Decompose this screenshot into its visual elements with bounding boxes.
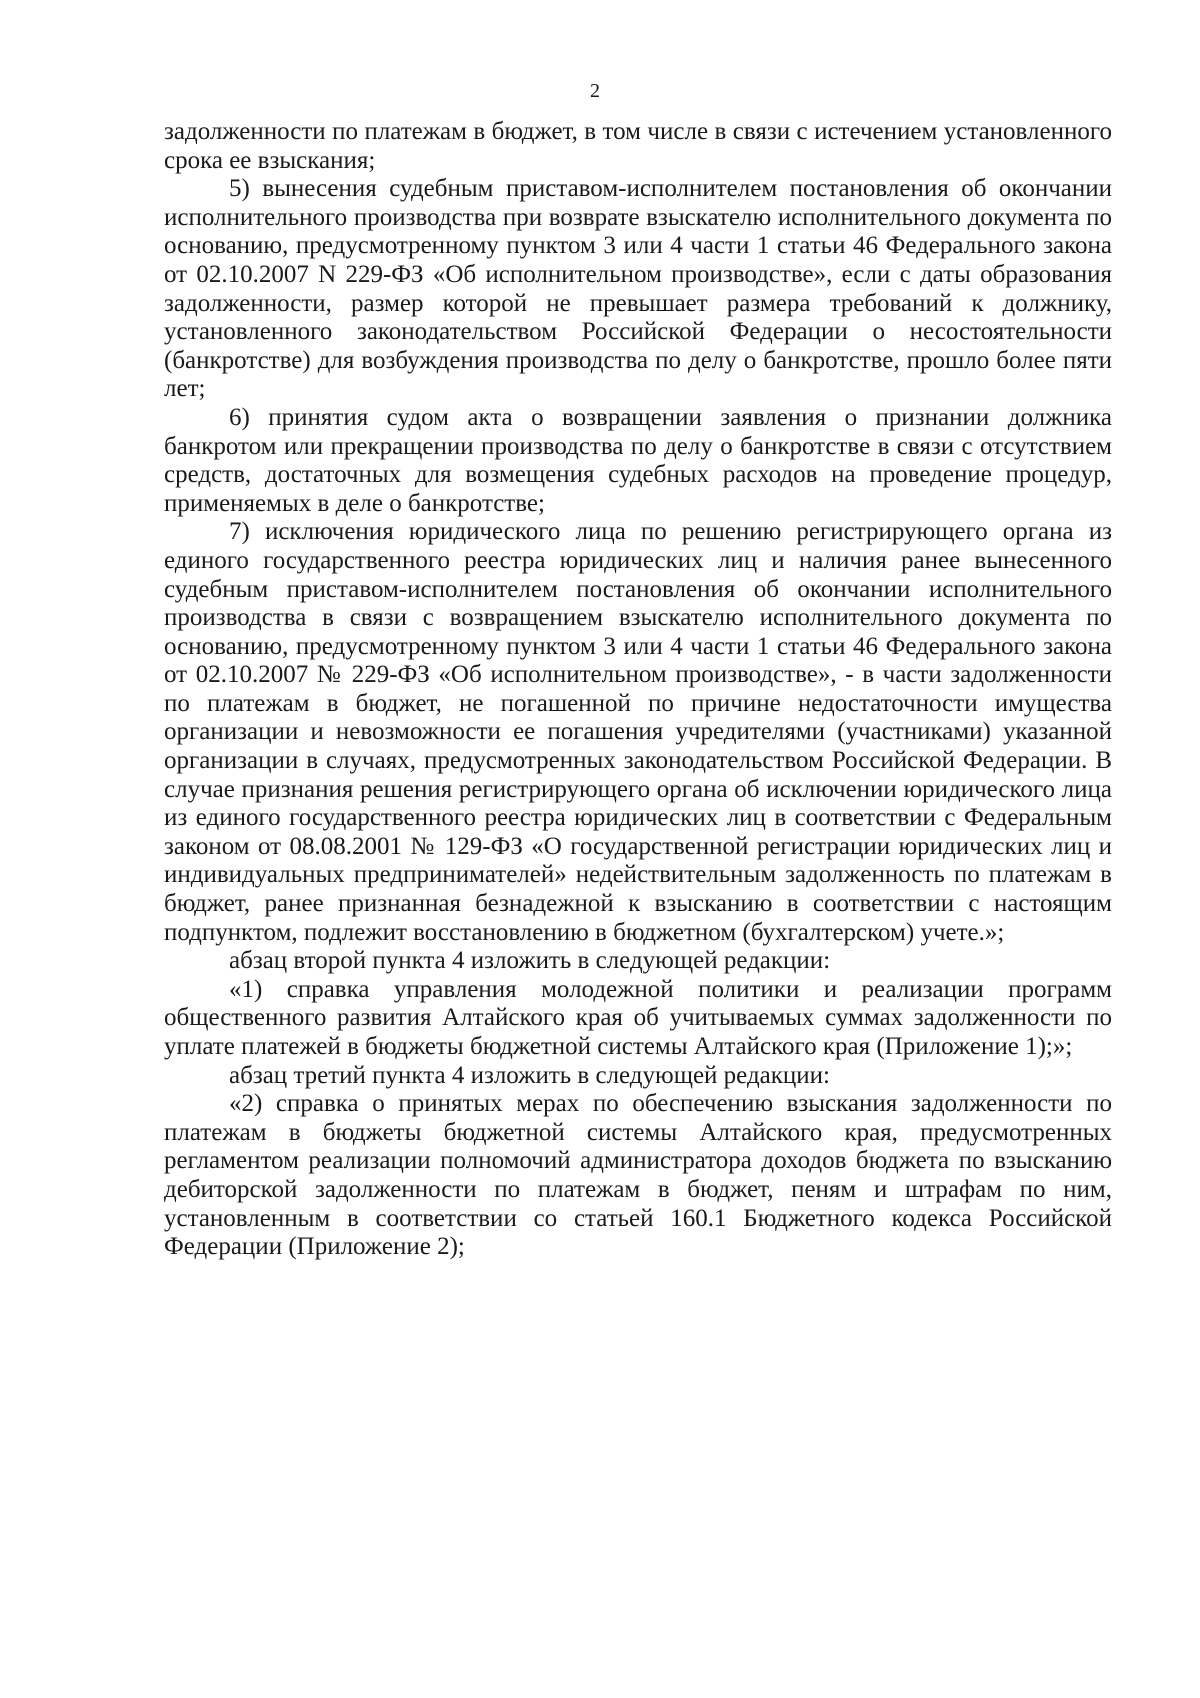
- document-body: [164, 118, 1112, 1262]
- paragraph-continuation: задолженности по платежам в бюджет, в том числе в связи с истечением установленного срока ее взыскания;: [164, 118, 1112, 174]
- paragraph-reference-2: «2) справка о принятых мерах по обеспечению взыскания задолженности по платежам в бюджеты бюджетной системы Алтайского края, предусмотренных регламентом реализации полномочий администратора доходов бюджета по взысканию дебиторской задолженности по платежам в бюджет, пеням и штрафам по ним, установленным в соответствии со статьей 160.1 Бюджетного кодекса Российской Федерации (Приложение 2);: [164, 1090, 1112, 1261]
- page-number: 2: [590, 80, 600, 102]
- paragraph-reference-1: «1) справка управления молодежной политики и реализации программ общественного развития Алтайского края об учитываемых суммах задолженности по уплате платежей в бюджеты бюджетной системы Алтайского края (Приложение 1);»;: [164, 975, 1112, 1060]
- paragraph-amend-third: абзац третий пункта 4 изложить в следующей редакции:: [229, 1061, 830, 1089]
- paragraph-amend-second: абзац второй пункта 4 изложить в следующей редакции:: [229, 947, 831, 975]
- paragraph-item-7: 7) исключения юридического лица по решению регистрирующего органа из единого государственного реестра юридических лиц и наличия ранее вынесенного судебным приставом-исполнителем постановления об окончании исполнительного производства в связи с возвращением взыскателю исполнительного документа по основанию, предусмотренному пунктом 3 или 4 части 1 статьи 46 Федерального закона от 02.10.2007 № 229-ФЗ «Об исполнительном производстве», - в части задолженности по платежам в бюджет, не погашенной по причине недостаточности имущества организации и невозможности ее погашения учредителями (участниками) указанной организации в случаях, предусмотренных законодательством Российской Федерации. В случае признания решения регистрирующего органа об исключении юридического лица из единого государственного реестра юридических лиц в соответствии с Федеральным законом от 08.08.2001 № 129-ФЗ «О государственной регистрации юридических лиц и индивидуальных предпринимателей» недействительным задолженность по платежам в бюджет, ранее признанная безнадежной к взысканию в соответствии с настоящим подпунктом, подлежит восстановлению в бюджетном (бухгалтерском) учете.»;: [164, 518, 1112, 946]
- paragraph-item-5: 5) вынесения судебным приставом-исполнителем постановления об окончании исполнительного производства при возврате взыскателю исполнительного документа по основанию, предусмотренному пунктом 3 или 4 части 1 статьи 46 Федерального закона от 02.10.2007 N 229-ФЗ «Об исполнительном производстве», если с даты образования задолженности, размер которой не превышает размера требований к должнику, установленного законодательством Российской Федерации о несостоятельности (банкротстве) для возбуждения производства по делу о банкротстве, прошло более пяти лет;: [164, 175, 1112, 403]
- paragraph-item-6: 6) принятия судом акта о возвращении заявления о признании должника банкротом или прекращении производства по делу о банкротстве в связи с отсутствием средств, достаточных для возмещения судебных расходов на проведение процедур, применяемых в деле о банкротстве;: [164, 403, 1112, 517]
